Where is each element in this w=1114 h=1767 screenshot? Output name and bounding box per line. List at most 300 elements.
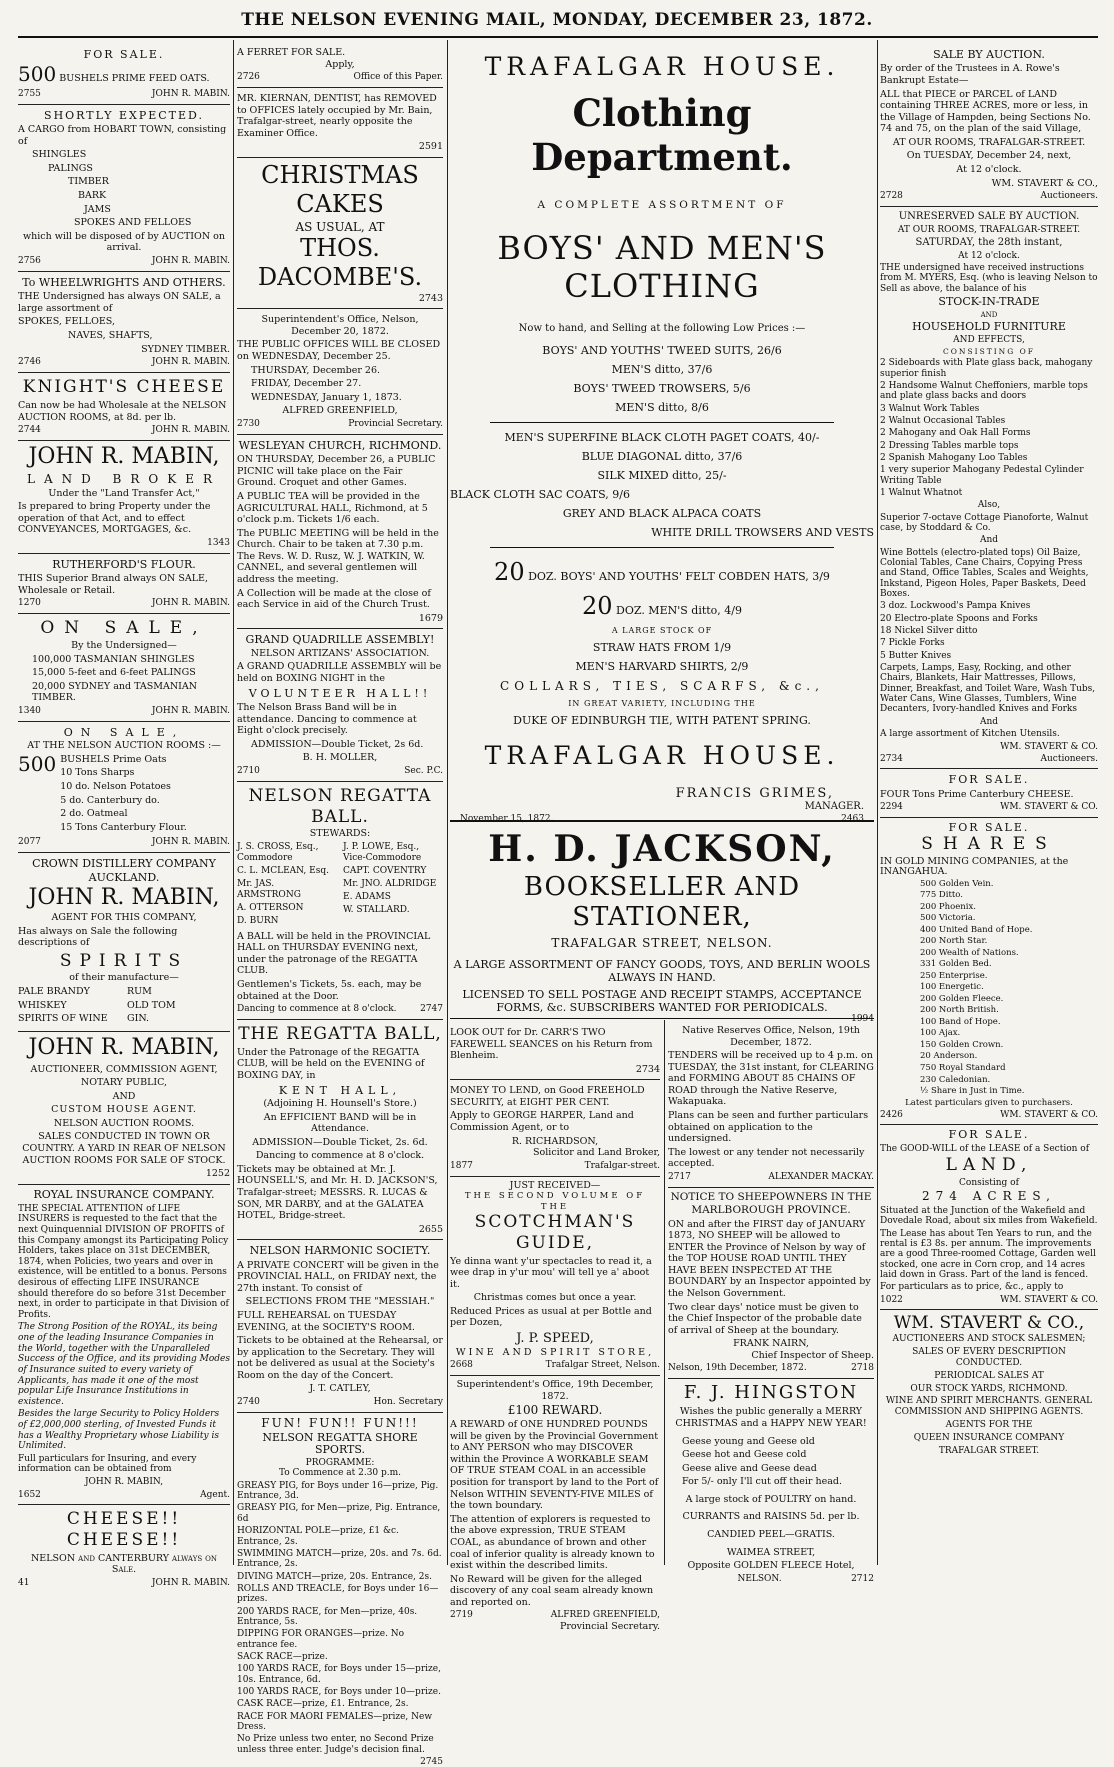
text-line: FRANCIS GRIMES, [675,786,834,801]
text-line: 2743 [418,292,443,304]
text-line: 1270 [18,598,41,609]
text-line: IN GREAT VARIETY, INCLUDING THE [568,699,756,708]
text-line: WINE AND SPIRIT STORE, [455,1346,655,1358]
text-line: STEWARDS: [309,828,371,840]
text-line: A CARGO from HOBART TOWN, consisting of [18,124,227,147]
text-line: SYDNEY TIMBER. [141,343,230,355]
text-line: CHRISTMAS CAKES [261,161,419,219]
text-line: JUST RECEIVED— [509,1179,601,1191]
text-line: WM. STAVERT & CO. [1000,802,1098,813]
text-line: Mr. JNO. ALDRIDGE [343,878,437,889]
text-line: A LARGE STOCK OF [611,626,713,635]
text-line: J. P. LOWE, Esq., Vice-Commodore [343,841,422,863]
text-line: Hon. Secretary [373,1397,443,1408]
text-line: Auctioneers. [1040,191,1098,202]
text-line: MR. KIERNAN, DENTIST, has REMOVED to OFFICES lately occupied by Mr. Bain, Trafalgar-street, nearly opposite the Examiner Office. [237,93,437,139]
text-line: MONEY TO LEND, on Good FREEHOLD SECURITY, at EIGHT PER CENT. [450,1085,645,1108]
text-line: MEN'S ditto, 8/6 [615,401,709,414]
text-line: WM. STAVERT & CO., [991,177,1098,189]
text-line: 200 Golden Fleece. [920,993,1004,1004]
text-line: SPOKES AND FELLOES [74,217,192,229]
text-line: FUN! FUN!! FUN!!! [261,1416,419,1431]
text-line: Under the Patronage of the REGATTA CLUB, will be held on the EVENING of BOXING DAY, in [237,1046,425,1081]
text-line: Office of this Paper. [353,72,443,83]
text-line: A BALL will be held in the PROVINCIAL HALL on THURSDAY EVENING next, under the patronage of the REGATTA CLUB. [237,930,431,977]
text-line: An EFFICIENT BAND will be in Attendance. [263,1111,417,1135]
text-line: (Adjoining H. Hounsell's Store.) [263,1097,417,1109]
text-line: Reduced Prices as usual at per Bottle and per Dozen, [450,1305,652,1329]
text-line: At 12 o'clock. [958,250,1020,261]
text-line: SALE BY AUCTION. [933,48,1045,61]
text-line: The Lease has about Ten Years to run, and the rental is £3 8s. per annum. The improvements are a good Three-roomed Cottage, Garden well stocked, one acre in Corn crop, and 14 acres laid down in Grass. Part of the land is fenced. [880,1228,1096,1280]
text-line: DOZ. BOYS' AND YOUTHS' FELT COBDEN HATS, 3/9 [528,570,830,583]
text-line: THOS. DACOMBE'S. [257,234,423,292]
text-line: 2730 [237,418,260,429]
text-line: WAIMEA STREET, [726,1546,816,1558]
text-line: BLACK CLOTH SAC COATS, 9/6 [450,488,630,501]
text-line: WINE AND SPIRIT MERCHANTS. GENERAL COMMISSION AND SHIPPING AGENTS. [885,1396,1093,1418]
text-line: Is prepared to bring Property under the operation of that Act, and to effect CONVEYANCES, MORTGAGES, &c. [18,501,211,536]
text-line: No Reward will be given for the alleged discovery of any coal seam already known and reported on. [450,1573,654,1608]
text-line: No Prize unless two enter, no Second Prize unless three enter. Judge's decision final. [237,1734,434,1755]
text-line: Under the "Land Transfer Act," [48,487,200,499]
text-line: 274 ACRES, [922,1189,1056,1204]
text-line: AGENT FOR THIS COMPANY, [51,911,197,923]
text-line: AND [980,310,998,319]
text-line: 2 Spanish Mahogany Loo Tables [880,452,1028,463]
text-line: AUCTIONEER, COMMISSION AGENT, [30,1063,218,1075]
text-line: J. T. CATLEY, [309,1383,371,1395]
text-line: Has always on Sale the following descriptions of [18,925,178,949]
text-line: At 12 o'clock. [956,164,1022,176]
text-line: £100 REWARD. [507,1402,603,1417]
text-line: Situated at the Junction of the Wakefield and Dovedale Road, about six miles from Wakefield. [880,1205,1098,1227]
text-line: SHINGLES [32,149,87,161]
text-line: SALES OF EVERY DESCRIPTION CONDUCTED. [912,1346,1066,1368]
sports-list [237,1481,443,1733]
text-line: 500 [18,751,57,776]
text-line: 2591 [418,141,443,153]
ad-regatta-ball-kent [237,1020,443,1240]
jackson-ad [450,822,874,1024]
text-line: 3 doz. Lockwood's Pampa Knives [880,601,1031,612]
text-line: 18 Nickel Silver ditto [880,626,978,637]
text-line: And [979,716,999,727]
text-line: 100,000 TASMANIAN SHINGLES [32,653,195,665]
column-2 [237,44,443,1767]
text-line: THIS Superior Brand always ON SALE, Wholesale or Retail. [18,573,209,596]
ad-auctioneer [18,1032,230,1185]
text-line: PALE BRANDY [18,986,90,998]
trafalgar-house-ad [450,44,874,822]
text-line: CONSISTING OF [943,346,1035,356]
text-line: Native Reserves Office, Nelson, 19th December, 1872. [682,1025,860,1048]
text-line: CURRANTS and RAISINS 5d. per lb. [682,1511,860,1523]
text-line: 2 Sideboards with Plate glass back, mahogany superior finish [880,358,1093,379]
text-line: 20 [581,592,613,620]
text-line: F. J. HINGSTON [683,1382,859,1404]
text-line: A LARGE ASSORTMENT OF FANCY GOODS, TOYS, AND BERLIN WOOLS ALWAYS IN HAND. [453,958,871,984]
list-item: 100 YARDS RACE, for Boys under 10—prize. [237,1686,441,1697]
text-line: NELSON. [737,1573,782,1584]
text-line: FRANK NAIRN, [733,1338,809,1350]
text-line: JOHN R. MABIN. [151,837,230,848]
ad-coal-reward [450,1376,660,1633]
text-line: JOHN R. MABIN. [151,598,230,609]
text-line: 2712 [851,1573,874,1584]
text-line: GREY AND BLACK ALPACA COATS [562,507,762,520]
text-line: 200 Phoenix. [920,901,976,912]
text-line: 2728 [880,191,903,202]
boys-mens-clothing: BOYS' AND MEN'S CLOTHING [497,229,827,305]
text-line: A PRIVATE CONCERT will be given in the PROVINCIAL HALL, on FRIDAY next, the 27th instant. To consist of [237,1259,439,1294]
text-line: 250 Enterprise. [920,970,988,981]
text-line: Superintendent's Office, 19th December, 1872. [456,1379,654,1402]
text-line: 10 Tons Sharps [60,767,135,779]
text-line: A. OTTERSON [237,902,304,913]
text-line: Geese young and Geese old [682,1435,815,1447]
text-line: 500 [18,62,57,87]
text-line: AND [112,1090,136,1102]
text-line: 2668 [450,1360,473,1371]
text-line: Superior 7-octave Cottage Pianoforte, Walnut case, by Stoddard & Co. [880,512,1089,533]
text-line: Consisting of [959,1177,1019,1188]
masthead: THE NELSON EVENING MAIL, MONDAY, DECEMBER 23, 1872. [241,10,873,30]
ad-dentist [237,88,443,158]
ad-sale-by-auction [880,44,1098,207]
text-line: DOZ. MEN'S ditto, 4/9 [616,604,743,617]
text-line: Agent. [200,1489,230,1500]
text-line: 2463 [841,814,864,824]
text-line: 2426 [880,1110,903,1121]
text-line: ALFRED GREENFIELD, [550,1610,660,1621]
ad-carr-seances [450,1022,660,1080]
text-line: 2 do. Oatmeal [60,808,128,820]
text-line: 41 [18,1577,30,1588]
text-line: SPIRITS [59,950,189,971]
text-line: MEN'S ditto, 37/6 [611,363,713,376]
text-line: BLUE DIAGONAL ditto, 37/6 [581,450,743,463]
text-line: ALFRED GREENFIELD, [282,405,398,417]
text-line: 2077 [18,837,41,848]
ad-money-to-lend [450,1080,660,1176]
text-line: Can now be had Wholesale at the NELSON AUCTION ROOMS, at 8d. per lb. [18,399,227,423]
text-line: JOHN R. MABIN, [28,885,220,911]
text-line: PROGRAMME: [305,1458,375,1469]
ad-ferret [237,44,443,88]
text-line: 2718 [851,1363,874,1374]
text-line: 2719 [450,1610,473,1621]
text-line: SILK MIXED ditto, 25/- [597,469,727,482]
text-line: Gentlemen's Tickets, 5s. each, may be obtained at the Door. [237,978,422,1002]
column-4 [668,1022,874,1585]
text-line: ON and after the FIRST day of JANUARY 1873, NO SHEEP will be allowed to ENTER the Province of Nelson by way of the TOP HOUSE ROAD UNTIL THEY HAVE BEEN INSPECTED AT THE BOUNDARY by an Inspector appointed by the Nelson Government. [668,1218,871,1299]
text-line: 1252 [205,1168,230,1180]
text-line: BOYS' AND YOUTHS' TWEED SUITS, 26/6 [542,344,782,357]
text-line: JOHN R. MABIN. [151,705,230,716]
text-line: 2745 [420,1757,443,1767]
text-line: NOTICE TO SHEEPOWNERS IN THE MARLBOROUGH PROVINCE. [670,1190,872,1216]
text-line: AGENTS FOR THE [945,1420,1033,1431]
list-item: SACK RACE—prize. [237,1651,328,1662]
text-line: Provincial Secretary. [559,1621,660,1633]
text-line: ON SALE, [63,725,185,739]
text-line: 2756 [18,255,41,266]
text-line: WM. STAVERT & CO. [1000,1294,1098,1305]
text-line: On TUESDAY, December 24, next, [906,150,1072,162]
text-line: JOHN R. MABIN, [28,1034,220,1060]
text-line: Tickets to be obtained at the Rehearsal, or by application to the Secretary. They will not be delivered as usual at the Society's Room on the day of the Concert. [237,1335,443,1381]
list-item: DIVING MATCH—prize, 20s. Entrance, 2s. [237,1571,432,1582]
text-line: FOUR Tons Prime Canterbury CHEESE. [880,788,1074,800]
list-item: CASK RACE—prize, £1. Entrance, 2s. [237,1699,409,1710]
list-item: 100 YARDS RACE, for Boys under 15—prize, 10s. Entrance, 6d. [237,1664,441,1685]
text-line: BUSHELS Prime Oats [60,753,167,765]
text-line: 10 do. Nelson Potatoes [60,781,171,793]
text-line: JOHN R. MABIN. [151,1577,230,1588]
text-line: NELSON ARTIZANS' ASSOCIATION. [250,647,430,659]
text-line: COLLARS, TIES, SCARFS, &c., [500,679,824,693]
text-line: BOOKSELLER AND STATIONER, [523,872,801,932]
ad-royal-insurance [18,1185,230,1505]
text-line: November 15, 1872. [460,814,554,824]
text-line: E. ADAMS [343,891,391,902]
ad-native-reserves [668,1022,874,1188]
text-line: TRAFALGAR STREET, NELSON. [551,936,773,950]
text-line: Dancing to commence at 8 o'clock. [237,1004,397,1015]
shares-list [880,880,1098,1097]
text-line: THE REGATTA BALL, [238,1024,442,1045]
text-line: OLD TOM [127,999,176,1011]
text-line: 1652 [18,1489,41,1500]
text-line: Plans can be seen and further particulars obtained on application to the undersigned. [668,1110,869,1145]
text-line: R. RICHARDSON, [511,1135,599,1147]
text-line: THURSDAY, December 26. [251,364,381,376]
text-line: 15 Tons Canterbury Flour. [60,821,187,833]
ad-auction-rooms [18,722,230,853]
text-line: of their manufacture— [69,972,179,984]
ad-crown-distillery [18,853,230,1031]
text-line: STRAW HATS FROM 1/9 [592,641,732,654]
text-line: 2717 [668,1171,691,1182]
text-line: IN GOLD MINING COMPANIES, at the INANGAHUA. [880,855,1069,878]
text-line: Chief Inspector of Sheep. [751,1349,874,1361]
text-line: 2655 [418,1223,443,1235]
text-line: KENT HALL, [278,1083,402,1097]
jackson-name: H. D. JACKSON, [488,828,836,870]
list-item: RACE FOR MAORI FEMALES—prize, New Dress. [237,1711,433,1732]
text-line: ALEXANDER MACKAY. [768,1171,874,1182]
text-line: AND EFFECTS, [953,335,1025,346]
text-line: 20 Anderson. [920,1051,978,1062]
text-line: C. L. MCLEAN, Esq. [237,865,329,876]
column-3 [450,1022,660,1633]
column-rule [877,40,878,1565]
text-line: NELSON AUCTION ROOMS. [53,1117,195,1129]
ad-rutherfords-flour [18,554,230,615]
list-item: SWIMMING MATCH—prize, 20s. and 7s. 6d. Entrance, 2s. [237,1548,442,1570]
text-line: A REWARD of ONE HUNDRED POUNDS will be given by the Provincial Government to ANY PERSON who may DISCOVER within the Province A WORKABLE SEAM OF TRUE STEAM COAL in an accessible position for transport by land to the Port of Nelson WITHIN SEVENTY-FIVE MILES of the town boundary. [450,1419,659,1512]
text-line: SPOKES, FELLOES, [18,316,115,328]
list-item: GREASY PIG, for Boys under 16—prize, Pig. Entrance, 3d. [237,1480,439,1502]
text-line: Wishes the public generally a MERRY CHRISTMAS and a HAPPY NEW YEAR! [675,1406,867,1429]
column-rule [664,1020,665,1565]
text-line: 2746 [18,357,41,368]
text-line: SPIRITS OF WINE [18,1013,108,1025]
text-line: 1343 [207,537,230,548]
ad-wheelwrights [18,272,230,373]
text-line: The GOOD-WILL of the LEASE of a Section of [880,1143,1090,1154]
text-line: DUKE OF EDINBURGH TIE, WITH PATENT SPRING. [513,714,811,727]
ad-shortly-expected [18,105,230,272]
text-line: A large assortment of Kitchen Utensils. [880,729,1060,740]
text-line: STOCK-IN-TRADE [938,294,1040,308]
text-line: THE SPECIAL ATTENTION of LIFE INSURERS is requested to the fact that the next Quinquennial DIVISION OF PROFITS of this Company amongst its Participating Policy Holders, takes place on 31st DECEMBER, 1874, when Policies, two years and over in existence, will be entitled to a bonus. Persons desirous of effecting LIFE INSURANCE should therefore do so before 31st December next, in order to participate in that Division of Profits. [18,1203,229,1320]
text-line: WM. STAVERT & CO. [1000,1110,1098,1121]
ad-on-sale-shingles [18,614,230,722]
text-line: AT OUR ROOMS, TRAFALGAR-STREET. [892,136,1086,148]
text-line: AUCTIONEERS AND STOCK SALESMEN; [892,1333,1086,1344]
text-line: SATURDAY, the 28th instant, [915,237,1063,248]
text-line: TIMBER [68,176,109,188]
column-1 [18,44,230,1589]
column-rule [447,40,448,1565]
text-line: THE SECOND VOLUME OF THE [464,1191,646,1212]
text-line: Geese alive and Geese dead [682,1462,817,1474]
text-line: A Collection will be made at the close of each Service in aid of the Church Trust. [237,587,431,611]
text-line: GRAND QUADRILLE ASSEMBLY! [245,633,435,647]
column-rule [233,40,234,1565]
text-line: LICENSED TO SELL POSTAGE AND RECEIPT STAMPS, ACCEPTANCE FORMS, &c. SUBSCRIBERS WANTED FOR PERIODICALS. [462,988,862,1014]
ad-unreserved-sale [880,207,1098,769]
text-line: 750 Royal Standard [920,1063,1006,1073]
text-line: 200 Wealth of Nations. [920,947,1019,958]
text-line: 1 very superior Mahogany Pedestal Cylinder Writing Table [880,465,1084,486]
text-line: NAVES, SHAFTS, [68,330,153,342]
text-line: Opposite GOLDEN FLEECE Hotel, [687,1560,855,1572]
text-line: JOHN R. MABIN. [151,425,230,436]
text-line: ADMISSION—Double Ticket, 2s 6d. [251,738,424,750]
text-line: BARK [78,190,107,202]
text-line: 20 Electro-plate Spoons and Forks [880,613,1038,624]
text-line: J. P. SPEED, [516,1330,594,1346]
text-line: Christmas comes but once a year. [473,1292,637,1304]
ad-regatta-ball [237,782,443,1020]
text-line: The Strong Position of the ROYAL, its being one of the leading Insurance Companies in the World, together with the Unparalleled Success of the Office, and its providing Modes of Insurance suited to every variety of Applicants, has made it one of the most popular Life Insurance Institutions in existence. [18,1322,231,1407]
text-line: WESLEYAN CHURCH, RICHMOND. [238,438,442,452]
text-line: JOHN R. MABIN, [84,1476,164,1487]
text-line: 1340 [18,705,41,716]
text-line: For particulars as to price, &c., apply to [880,1282,1064,1293]
text-line: 100 Band of Hope. [920,1016,1001,1027]
text-line: W. STALLARD. [343,904,410,915]
text-line: A GRAND QUADRILLE ASSEMBLY will be held on BOXING NIGHT in the [237,661,442,684]
text-line: To WHEELWRIGHTS AND OTHERS. [22,275,226,289]
ad-hingston [668,1379,874,1584]
text-line: THE Undersigned has always ON SALE, a large assortment of [18,291,221,314]
list-item: DIPPING FOR ORANGES—prize. No entrance fee. [237,1629,405,1650]
list-item: HORIZONTAL POLE—prize, £1 &c. Entrance, 2s. [237,1526,399,1547]
text-line: Latest particulars given to purchasers. [905,1097,1073,1108]
text-line: 3 Walnut Work Tables [880,403,980,414]
text-line: 500 Golden Vein. [920,878,994,889]
text-line: FULL REHEARSAL on TUESDAY EVENING, at the SOCIETY'S ROOM. [237,1310,415,1333]
text-line: FOR SALE. [948,1128,1030,1142]
text-line: Geese hot and Geese cold [682,1449,807,1461]
text-line: NELSON and CANTERBURY always on Sale. [30,1552,217,1576]
text-line: FOR SALE. [948,821,1030,835]
text-line: 2294 [880,802,903,813]
text-line: Solicitor and Land Broker, [533,1147,660,1159]
ad-sheepowners [668,1188,874,1380]
text-line: CANDIED PEEL—GRATIS. [707,1528,835,1540]
text-line: BOYS' TWEED TROWSERS, 5/6 [573,382,751,395]
text-line: 2747 [420,1004,443,1015]
text-line: OUR STOCK YARDS, RICHMOND. [910,1383,1068,1394]
text-line: 1022 [880,1294,903,1305]
text-line: And [979,535,999,546]
text-line: 1679 [418,612,443,624]
text-line: Provincial Secretary. [348,418,443,429]
text-line: MEN'S SUPERFINE BLACK CLOTH PAGET COATS, 40/- [504,431,820,444]
text-line: LAND, [945,1155,1033,1176]
text-line: 2 Handsome Walnut Cheffoniers, marble tops and plate glass backs and doors [880,380,1088,402]
text-line: WHITE DRILL TROWSERS AND VESTS [651,526,874,539]
text-line: 2740 [237,1397,260,1408]
text-line: THE undersigned have received instructions from M. MYERS, Esq. (who is leaving Nelson to Sell as above, the balance of his [880,262,1098,294]
text-line: THE PUBLIC OFFICES WILL BE CLOSED on WEDNESDAY, December 25. [237,339,441,363]
text-line: 775 Ditto. [920,890,963,901]
top-rule [18,36,1098,38]
ad-shore-sports [237,1413,443,1767]
text-line: TRAFALGAR STREET. [938,1446,1040,1457]
ad-feed-oats [18,44,230,105]
text-line: Trafalgar-street. [584,1160,660,1171]
text-line: Full particulars for Insuring, and every information can be obtained from [18,1453,197,1475]
text-line: NELSON REGATTA SHORE SPORTS. [262,1430,418,1457]
text-line: To Commence at 2.30 p.m. [278,1468,402,1479]
text-line: which will be disposed of by AUCTION on arrival. [22,230,226,254]
text-line: RUTHERFORD'S FLOUR. [52,557,196,571]
text-line: Also, [977,500,1001,511]
list-item: ROLLS AND TREACLE, for Boys under 16—prizes. [237,1583,439,1605]
text-line: WM. STAVERT & CO., [893,1312,1085,1333]
text-line: 2744 [18,425,41,436]
text-line: The PUBLIC MEETING will be held in the Church. Chair to be taken at 7.30 p.m. The Revs. W. D. Rusz, W. J. WATKIN, W. CANNEL, and several gentlemen will address the meeting. [237,527,439,586]
text-line: 5 do. Canterbury do. [60,794,160,806]
text-line: 2734 [880,753,903,764]
text-line: 2726 [237,72,260,83]
text-line: WM. STAVERT & CO. [1000,741,1098,752]
text-line: A large stock of POULTRY on hand. [685,1493,857,1505]
text-line: 2 Walnut Occasional Tables [880,415,1006,426]
clothing-department: Clothing Department. [531,91,793,179]
text-line: Apply to GEORGE HARPER, Land and Commission Agent, or to [450,1110,634,1134]
text-line: JAMS [84,203,111,215]
text-line: FOR SALE. [83,48,165,61]
text-line: SHORTLY EXPECTED. [44,108,204,122]
text-line: Two clear days' notice must be given to the Chief Inspector of the probable date of arrival of Sheep at the boundary. [668,1301,862,1336]
text-line: 1877 [450,1160,473,1171]
text-line: ON SALE, [40,618,208,639]
text-line: ALL that PIECE or PARCEL of LAND containing THREE ACRES, more or less, in the Village of Hampden, being Sections No. 74 and 75, on the plan of the said Village, [880,88,1091,135]
ad-mining-shares [880,818,1098,1125]
text-line: PERIODICAL SALES AT [934,1370,1044,1381]
text-line: KNIGHT'S CHEESE [22,377,226,398]
text-line: A PUBLIC TEA will be provided in the AGRICULTURAL HALL, Richmond, at 5 o'clock p.m. Tickets 1/6 each. [237,491,428,526]
ad-cheese [18,1505,230,1589]
text-line: 7 Pickle Forks [880,638,945,649]
